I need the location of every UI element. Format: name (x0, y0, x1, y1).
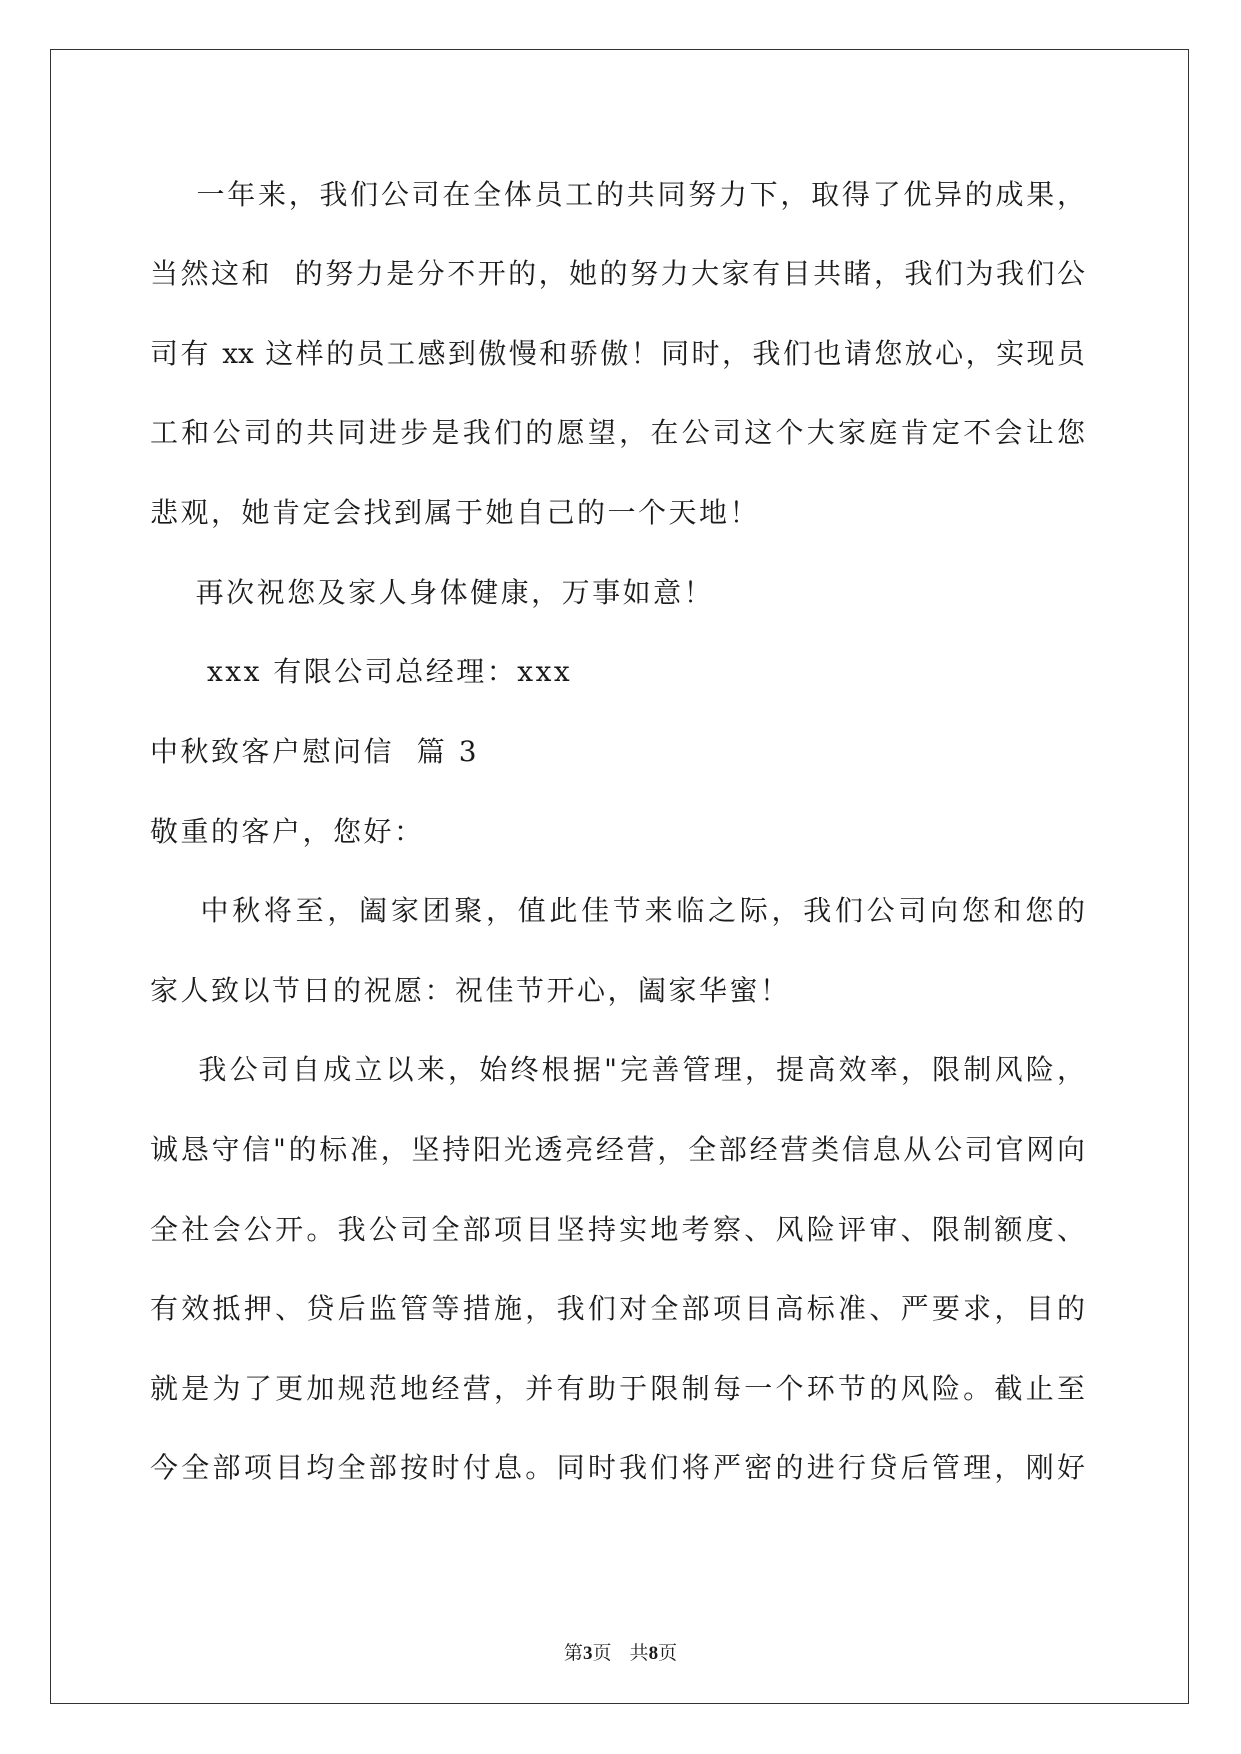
page-suffix: 页 (658, 1642, 678, 1664)
paragraph-1-line-3: 司有 xx 这样的员工感到傲慢和骄傲！同时，我们也请您放心，实现员 (150, 337, 1085, 370)
paragraph-2: 再次祝您及家人身体健康，万事如意！ (150, 576, 715, 609)
paragraph-4-line-3: 全社会公开。我公司全部项目坚持实地考察、风险评审、限制额度、 (150, 1213, 1085, 1246)
paragraph-4-line-2: 诚恳守信"的标准，坚持阳光透亮经营，全部经营类信息从公司官网向 (150, 1133, 1085, 1166)
paragraph-3-line-2: 家人致以节日的祝愿：祝佳节开心，阖家华蜜！ (150, 974, 791, 1007)
signature: xxx 有限公司总经理：xxx (150, 655, 573, 688)
page-prefix: 第 (563, 1642, 583, 1664)
section-title: 中秋致客户慰问信 篇 3 (150, 735, 480, 768)
page-number (0, 1640, 1241, 1667)
paragraph-3-line-1: 中秋将至，阖家团聚，值此佳节来临之际，我们公司向您和您的 (150, 894, 1085, 927)
page-mid: 页 共 (592, 1642, 649, 1664)
paragraph-1-line-4: 工和公司的共同进步是我们的愿望，在公司这个大家庭肯定不会让您 (150, 416, 1085, 449)
salutation: 敬重的客户，您好： (150, 815, 425, 848)
paragraph-4-line-5: 就是为了更加规范地经营，并有助于限制每一个环节的风险。截止至 (150, 1372, 1085, 1405)
paragraph-1-line-2: 当然这和 的努力是分不开的，她的努力大家有目共睹，我们为我们公 (150, 257, 1085, 290)
paragraph-1-line-5: 悲观，她肯定会找到属于她自己的一个天地！ (150, 496, 761, 529)
paragraph-1-line-1: 一年来，我们公司在全体员工的共同努力下，取得了优异的成果， (150, 178, 1085, 211)
page-current: 3 (582, 1643, 593, 1664)
paragraph-4-line-1: 我公司自成立以来，始终根据"完善管理，提高效率，限制风险， (150, 1053, 1085, 1086)
paragraph-4-line-4: 有效抵押、贷后监管等措施，我们对全部项目高标准、严要求，目的 (150, 1292, 1085, 1325)
page-total: 8 (648, 1643, 659, 1664)
paragraph-4-line-6: 今全部项目均全部按时付息。同时我们将严密的进行贷后管理，刚好 (150, 1451, 1085, 1484)
